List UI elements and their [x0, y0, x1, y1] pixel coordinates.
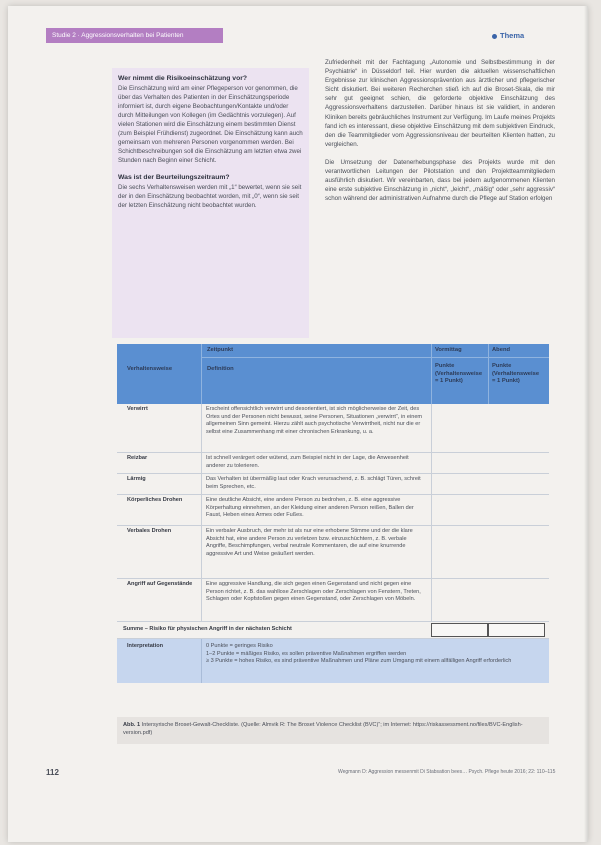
page-number: 112 [46, 768, 59, 777]
behavior-name: Reizbar [127, 455, 148, 461]
table-row [117, 474, 549, 495]
table-row [117, 453, 549, 474]
behavior-definition: Das Verhalten ist übermäßig laut oder Krach verursachend, z. B. schlägt Türen, schreit beim Sprechen, etc. [201, 474, 431, 494]
behavior-definition: Erscheint offensichtlich verwirrt und desorientiert, ist sich möglicherweise der Zeit, des Ortes und der Personen nicht bewusst, seine Personen, Situationen „verwirrt“, in einem allgemeinen Sinn gemeint. Hierzu zählt auch psychotische Verwirrtheit, nicht nur die er selbst eine Zusammenhang mit einer chronischen Erkrankung, u. a. [201, 404, 431, 452]
table-row [117, 526, 549, 579]
score-cells [431, 495, 549, 525]
header-col-divider [431, 344, 432, 404]
header-abend: Abend [492, 347, 511, 353]
caption-text: Intersyrische Broset-Gewalt-Checkliste. (Quelle: Almvik R: The Broset Violence Checklist (BVC)“; im Internet: https://riskassessment.no/files/BVC-English-version.pdf) [123, 722, 523, 736]
header-punkte-vormittag: Punkte (Verhaltensweise = 1 Punkt) [435, 363, 483, 384]
info-heading-2: Was ist der Beurteilungszeitraum? [118, 174, 230, 181]
score-cells [431, 579, 549, 621]
header-vormittag: Vormittag [435, 347, 462, 353]
behavior-definition: Eine deutliche Absicht, eine andere Person zu bedrohen, z. B. eine aggressive Körperhaltung einnehmen, an der Kleidung einer anderen Person reißen, Ballen der Faust, Heben eines Armes oder Fußes. [201, 495, 431, 525]
behavior-name: Verbales Drohen [127, 528, 172, 534]
page-edge-shadow [584, 6, 588, 842]
info-box [112, 68, 309, 338]
table-row [117, 579, 549, 622]
score-cells [431, 474, 549, 494]
header-verhaltensweise: Verhaltensweise [127, 366, 173, 372]
header-punkte-abend: Punkte (Verhaltensweise = 1 Punkt) [492, 363, 540, 384]
section-tag-label: Thema [500, 31, 525, 40]
right-column-text [325, 58, 555, 212]
info-heading-1: Wer nimmt die Risikoeinschätzung vor? [118, 75, 248, 82]
table-row [117, 404, 549, 453]
footer-reference: Wegmann D: Aggression messenmit Di Stabsation bees… Psych. Pflege heute 2016; 22: 110–115 [338, 769, 556, 775]
header-col-divider [488, 344, 489, 404]
behavior-definition: Ist schnell verärgert oder wütend, zum Beispiel nicht in der Lage, die Anwesenheit anderer zu tolerieren. [201, 453, 431, 473]
broset-checklist-table [117, 344, 549, 683]
sum-input-vormittag[interactable] [431, 623, 488, 637]
behavior-name: Verwirrt [127, 406, 148, 412]
header-definition: Definition [207, 366, 234, 372]
behavior-name: Körperliches Drohen [127, 497, 183, 503]
behavior-definition: Ein verbaler Ausbruch, der mehr ist als nur eine erhobene Stimme und der die klare Absicht hat, eine andere Person zu verletzen bzw. einzuschüchtern, z. B. verbale Angriffe, Beschimpfungen, verbal neutrale Kommentaren, die auf eine knurrende aggressive Art und Weise geäußert werden. [201, 526, 431, 578]
interpretation-text [201, 639, 549, 683]
info-text-1: Die Einschätzung wird am einer Pflegeperson vor genommen, die über das Verhalten des Patienten in der Einschätzungsperiode informiert ist, durch eigene Beobachtungen/Kontakte und/oder durch Mitteilungen von Kollegen (im Gedächtnis vorzulegen). Auf vielen Stationen wird die Einschätzung einem bestimmten Dienst (zum Beispiel Frühdienst) zugeordnet. Die Einschätzung kann auch gemeinsam von mehreren Personen vorgenommen werden. Bei Schichtbeschreibungen soll die Einschätzung am letzten etwa zwei Stunden nach Beginn einer Schicht. [118, 85, 303, 164]
behavior-name: Angriff auf Gegenstände [127, 581, 193, 587]
section-tag [492, 31, 524, 40]
behavior-definition: Eine aggressive Handlung, die sich gegen einen Gegenstand und nicht gegen eine Person richtet, z. B. das wahllose Zerschlagen oder Zerschlagen von Fenstern, Treten, Schlagen oder Kopfstoßen gegen einen Gegenstand, oder Zerschlagen von Möbeln. [201, 579, 431, 621]
score-cells [431, 404, 549, 452]
table-header [117, 344, 549, 404]
paragraph-1: Zufriedenheit mit der Fachtagung „Autonomie und Selbstbestimmung in der Psychiatrie“ in Düsseldorf teil. Hier wurden die aktuellen wissenschaftlichen Ergebnisse zur klinischen Aggressionsprävention aus ärztlicher und pflegerischer Sicht diskutiert. Bei weiteren Recherchen stieß ich auf die Broset-Skala, die mir sehr gut geeignet schien, die geforderte objektive Einschätzung des Aggressionsverhaltens darzustellen. Darüber hinaus ist sie validiert, in anderen Kliniken bereits gebräuchliches Instrument zur Verfügung. Im Laufe meines Projekts fand ich es interessant, diese objektive Einschätzung mit dem subjektiven Eindruck, den die Teammitglieder vom Aggressionsniveau der beurteilten Klienten hatten, zu vergleichen. [325, 59, 555, 148]
interpretation-row [117, 639, 549, 683]
section-label: Studie 2 · Aggressionsverhalten bei Patienten [52, 32, 184, 39]
header-divider [201, 357, 549, 358]
paragraph-2: Die Umsetzung der Datenerhebungsphase des Projekts wurde mit den verantwortlichen Leitungen der Pilotstation und den Projektteammitgliedern ausführlich diskutiert. Wir vereinbarten, dass bei jedem aufgenommenen Klienten eine erste subjektive Einschätzung in „nicht“, „leicht“, „mäßig“ oder „sehr aggressiv“ schon während der administrativen Aufnahme durch die Pflege auf Station erfolgen [325, 158, 555, 203]
bullet-icon [492, 34, 497, 39]
behavior-name: Lärmig [127, 476, 146, 482]
interpretation-label: Interpretation [127, 643, 164, 649]
caption-label: Abb. 1 [123, 722, 141, 728]
header-zeitpunkt: Zeitpunkt [207, 347, 234, 353]
interpretation-line: ≥ 3 Punkte = hohes Risiko, es sind präventive Maßnahmen und Pläne zum Umgang mit einem allfälligen Angriff erforderlich [206, 658, 512, 665]
journal-page [8, 6, 588, 842]
info-text-2: Die sechs Verhaltensweisen werden mit „1“ bewertet, wenn sie seit der in den Einschätzung beobachtet worden, mit „0“, wenn sie seit der letzten Einschätzung nicht beobachtet wurden. [118, 184, 302, 209]
sum-row [117, 622, 549, 639]
score-cells [431, 453, 549, 473]
sum-input-abend[interactable] [488, 623, 545, 637]
figure-caption [117, 717, 549, 744]
section-header-bar [46, 28, 223, 43]
score-cells [431, 526, 549, 578]
sum-label: Summe – Risiko für physischen Angriff in der nächsten Schicht [123, 626, 292, 632]
table-row [117, 495, 549, 526]
interpretation-line: 0 Punkte = geringes Risiko [206, 643, 273, 649]
interpretation-line: 1–2 Punkte = mäßiges Risiko, es sollen präventive Maßnahmen ergriffen werden [206, 650, 407, 657]
header-col-divider [201, 344, 202, 404]
